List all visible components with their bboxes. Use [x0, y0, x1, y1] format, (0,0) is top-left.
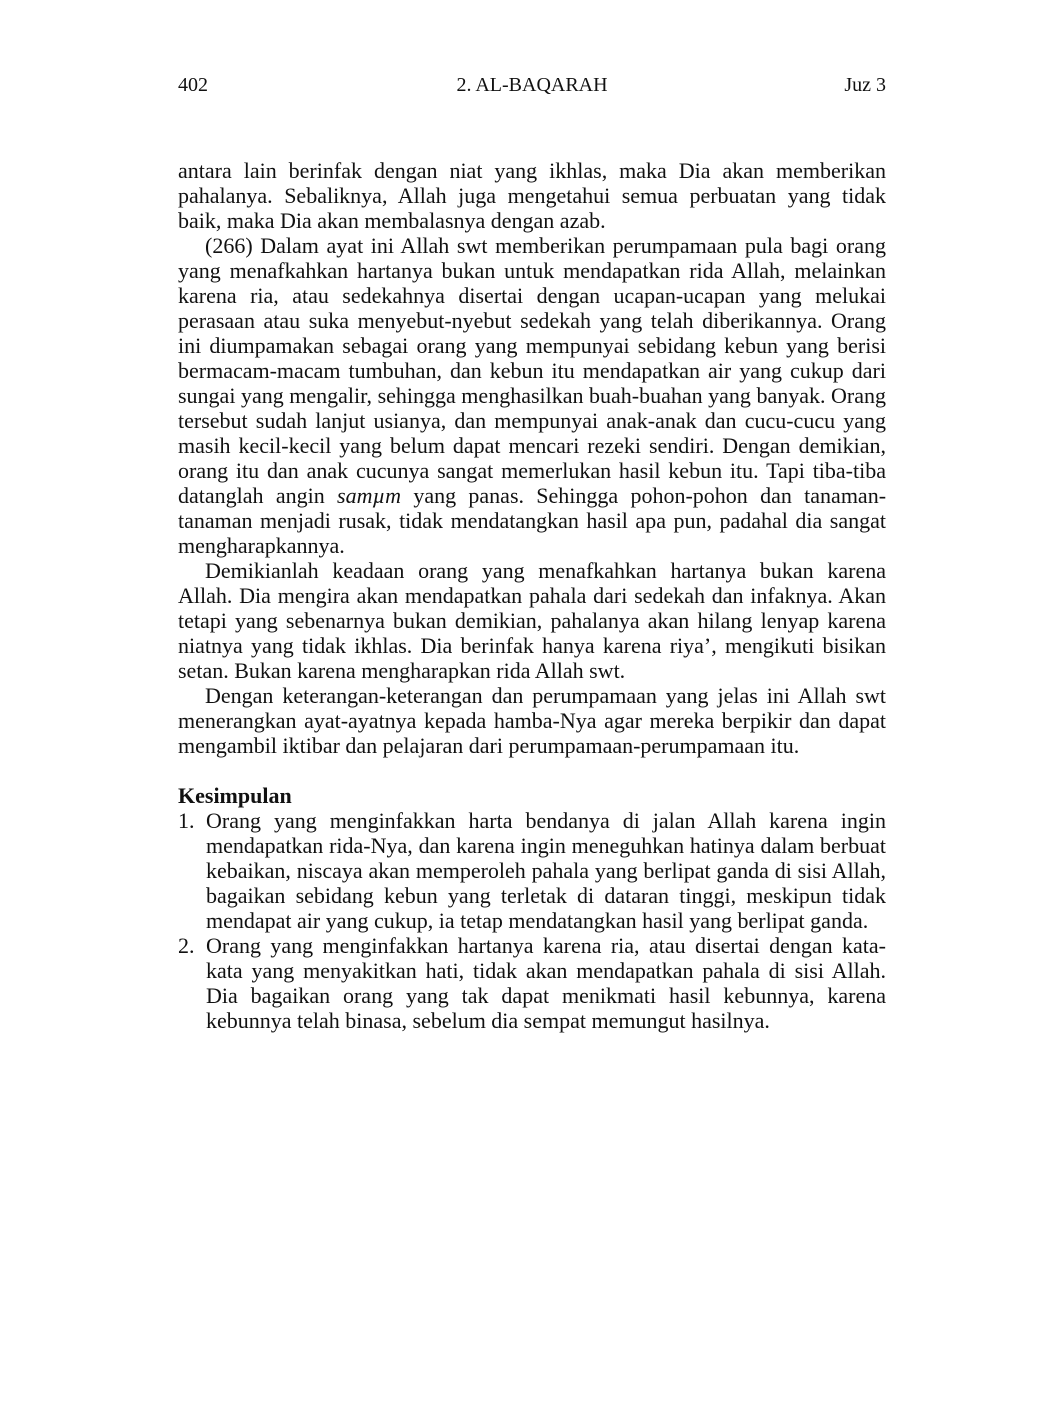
page-number: 402 — [178, 74, 208, 96]
paragraph-266-text-before: (266) Dalam ayat ini Allah swt memberikan perumpamaan pula bagi orang yang menafkahkan hartanya bukan untuk mendapatkan rida Allah, melainkan karena ria, atau sedekahnya disertai dengan ucapan-ucapan yang melukai perasaan atau suka menyebut-nyebut sedekah yang telah diberikannya. Orang ini diumpamakan sebagai orang yang mempunyai sebidang kebun yang berisi bermacam-macam tumbuhan, dan kebun itu mendapatkan air yang cukup dari sungai yang mengalir, sehingga menghasilkan buah-buahan yang banyak. Orang tersebut sudah lanjut usianya, dan mempunyai anak-anak dan cucu-cucu yang masih kecil-kecil yang belum dapat mencari rezeki sendiri. Dengan demikian, orang itu dan anak cucunya sangat memerlukan hasil kebun itu. Tapi tiba-tiba datanglah angin — [178, 233, 886, 508]
running-header — [178, 72, 886, 98]
paragraph-266-text-after: yang panas. Sehingga pohon-pohon dan tanaman-tanaman menjadi rusak, tidak mendatangkan hasil apa pun, padahal dia sangat mengharapkannya. — [178, 483, 887, 558]
list-number: 1. — [178, 808, 195, 833]
paragraph-continuation: antara lain berinfak dengan niat yang ikhlas, maka Dia akan memberikan pahalanya. Sebaliknya, Allah juga mengetahui semua perbuatan yang tidak baik, maka Dia akan membalasnya dengan azab. — [178, 158, 886, 233]
juz-label: Juz 3 — [844, 74, 886, 96]
term-samum: samµm — [337, 483, 402, 508]
conclusion-item — [178, 933, 886, 1033]
section-heading-kesimpulan: Kesimpulan — [178, 783, 292, 808]
paragraph-explanation: Demikianlah keadaan orang yang menafkahkan hartanya bukan karena Allah. Dia mengira akan mendapatkan pahala dari sedekah dan infaknya. Akan tetapi yang sebenarnya bukan demikian, pahalanya akan hilang lenyap karena niatnya yang tidak ikhlas. Dia berinfak hanya karena riya’, mengikuti bisikan setan. Bukan karena mengharapkan rida Allah swt. — [178, 558, 886, 683]
chapter-title: 2. AL-BAQARAH — [456, 74, 608, 96]
paragraph-closing: Dengan keterangan-keterangan dan perumpamaan yang jelas ini Allah swt menerangkan ayat-ayatnya kepada hamba-Nya agar mereka berpikir dan dapat mengambil iktibar dan pelajaran dari perumpamaan-perumpamaan itu. — [178, 683, 886, 758]
conclusion-list — [178, 808, 886, 1033]
main-text — [178, 158, 886, 1033]
conclusion-item — [178, 808, 886, 933]
paragraph-verse-266 — [178, 233, 886, 558]
list-item-text: Orang yang menginfakkan hartanya karena ria, atau disertai dengan kata-kata yang menyakitkan hati, tidak akan mendapatkan pahala di sisi Allah. Dia bagaikan orang yang tak dapat menikmati hasil kebunnya, karena kebunnya telah binasa, sebelum dia sempat memungut hasilnya. — [206, 933, 886, 1033]
list-item-text: Orang yang menginfakkan harta bendanya di jalan Allah karena ingin mendapatkan rida-Nya, dan karena ingin meneguhkan hatinya dalam berbuat kebaikan, niscaya akan memperoleh pahala yang berlipat ganda di sisi Allah, bagaikan sebidang kebun yang terletak di dataran tinggi, meskipun tidak mendapat air yang cukup, ia tetap mendatangkan hasil yang berlipat ganda. — [206, 808, 886, 933]
list-number: 2. — [178, 933, 195, 958]
